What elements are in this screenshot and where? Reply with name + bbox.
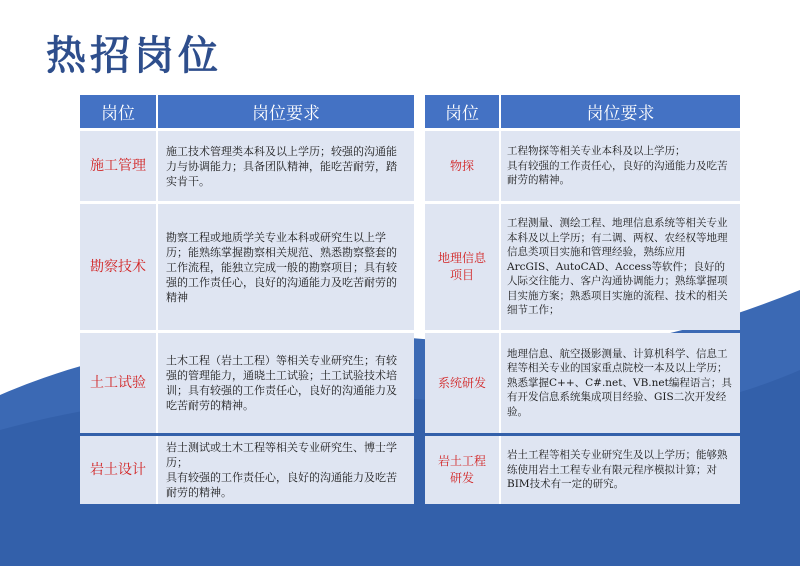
- jobs-table-right: [425, 92, 740, 507]
- job-name: 地理信息 项目: [425, 204, 501, 330]
- table-row: [80, 333, 414, 433]
- job-name: 岩土工程 研发: [425, 436, 501, 504]
- job-name: 施工管理: [80, 131, 158, 201]
- header-position: 岗位: [80, 95, 158, 128]
- table-row: [425, 333, 740, 433]
- job-name: 勘察技术: [80, 204, 158, 330]
- page-title: 热招岗位: [46, 33, 222, 79]
- job-requirement: 施工技术管理类本科及以上学历；较强的沟通能力与协调能力；具备团队精神，能吃苦耐劳，踏实肯干。: [158, 131, 414, 201]
- job-name: 土工试验: [80, 333, 158, 433]
- header-requirement: 岗位要求: [501, 95, 740, 128]
- job-name: 岩土设计: [80, 436, 158, 504]
- table-row: [80, 131, 414, 201]
- job-requirement: 工程物探等相关专业本科及以上学历； 具有较强的工作责任心，良好的沟通能力及吃苦耐劳的精神。: [501, 131, 740, 201]
- job-requirement: 工程测量、测绘工程、地理信息系统等相关专业本科及以上学历；有二调、两权、农经权等地理信息类项目实施和管理经验，熟练应用ArcGIS、AutoCAD、Access等软件；良好的人际交往能力、客户沟通协调能力；熟练掌握项目实施方案；熟悉项目实施的流程、技术的相关细节工作；: [501, 204, 740, 330]
- header-position: 岗位: [425, 95, 501, 128]
- job-requirement: 土木工程（岩土工程）等相关专业研究生；有较强的管理能力，通晓土工试验；土工试验技术培训；具有较强的工作责任心，良好的沟通能力及吃苦耐劳的精神。: [158, 333, 414, 433]
- table-row: [80, 436, 414, 504]
- job-name: 物探: [425, 131, 501, 201]
- header-row: [80, 95, 414, 128]
- job-requirement: 岩土测试或土木工程等相关专业研究生、博士学历； 具有较强的工作责任心，良好的沟通能力及吃苦耐劳的精神。: [158, 436, 414, 504]
- table-row: [425, 436, 740, 504]
- table-row: [80, 204, 414, 330]
- job-requirement: 岩土工程等相关专业研究生及以上学历；能够熟练使用岩土工程专业有限元程序模拟计算；对BIM技术有一定的研究。: [501, 436, 740, 504]
- table-row: [425, 131, 740, 201]
- job-requirement: 地理信息、航空摄影测量、计算机科学、信息工程等相关专业的国家重点院校一本及以上学历； 熟悉掌握C++、C#.net、VB.net编程语言；具有开发信息系统集成项目经验、GIS二次开发经验。: [501, 333, 740, 433]
- header-row: [425, 95, 740, 128]
- header-requirement: 岗位要求: [158, 95, 414, 128]
- table-row: [425, 204, 740, 330]
- job-requirement: 勘察工程或地质学关专业本科或研究生以上学历；能熟练掌握勘察相关规范、熟悉勘察整套的工作流程，能独立完成一般的勘察项目；具有较强的工作责任心，良好的沟通能力及吃苦耐劳的精神: [158, 204, 414, 330]
- jobs-table-left: [80, 92, 414, 507]
- job-name: 系统研发: [425, 333, 501, 433]
